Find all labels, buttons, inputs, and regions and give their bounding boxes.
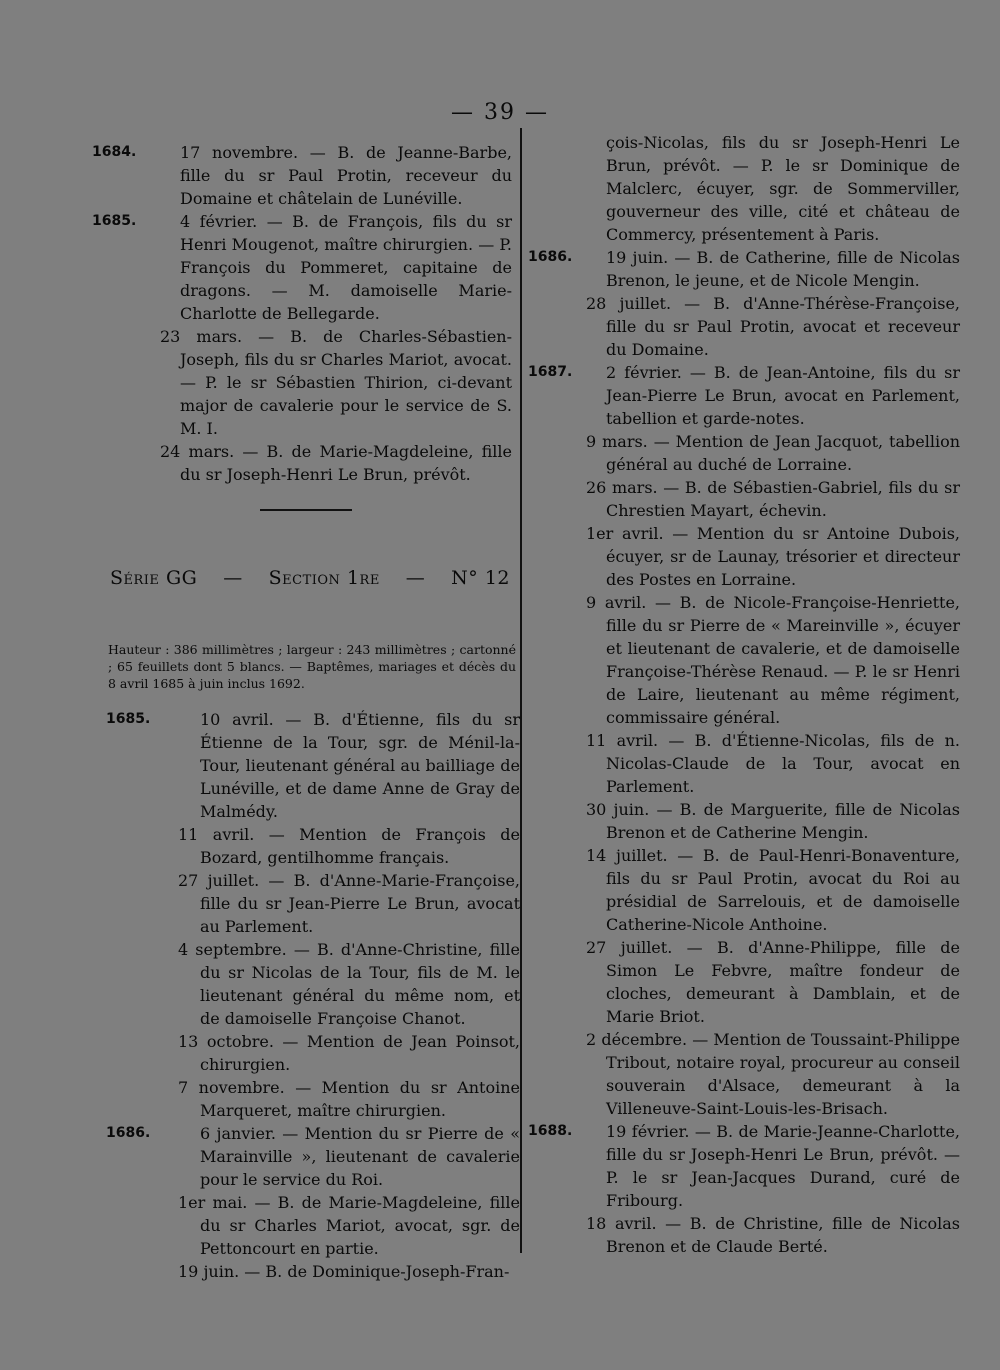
entry-text: 11 avril. — B. d'Étienne-Nicolas, fils de n. Nicolas-Claude de la Tour, avocat en Parlement.	[586, 731, 960, 796]
entry-text: 1er avril. — Mention du sr Antoine Dubois, écuyer, sr de Launay, trésorier et directeur des Postes en Lorraine.	[586, 524, 960, 589]
entry-text: 27 juillet. — B. d'Anne-Marie-Françoise, fille du sr Jean-Pierre Le Brun, avocat au Parlement.	[178, 871, 520, 936]
entry-text: 4 février. — B. de François, fils du sr Henri Mougenot, maître chirurgien. — P. François du Pommeret, capitaine de dragons. — M. damoiselle Marie-Charlotte de Bellegarde.	[180, 212, 512, 323]
series-description: Hauteur : 386 millimètres ; largeur : 243 millimètres ; cartonné ; 65 feuillets dont 5 blancs. — Baptêmes, mariages et décès du 8 avril 1685 à juin inclus 1692.	[108, 641, 516, 691]
entry-text: 14 juillet. — B. de Paul-Henri-Bonaventure, fils du sr Paul Protin, avocat du Roi au présidial de Sarrelouis, et de damoiselle Catherine-Nicole Anthoine.	[586, 846, 960, 934]
register-entry	[106, 1260, 520, 1283]
entry-year: 1685.	[106, 711, 151, 727]
register-entry	[106, 1191, 520, 1260]
register-entry	[528, 798, 960, 844]
entry-year: 1686.	[528, 249, 573, 265]
register-entry	[528, 1028, 960, 1120]
left-column-top	[92, 141, 512, 486]
register-entry	[528, 844, 960, 936]
entry-text: 17 novembre. — B. de Jeanne-Barbe, fille du sr Paul Protin, receveur du Domaine et châtelain de Lunéville.	[180, 143, 512, 208]
register-entry	[92, 210, 512, 325]
entry-year: 1684.	[92, 144, 137, 160]
register-entry	[106, 823, 520, 869]
entry-text: 26 mars. — B. de Sébastien-Gabriel, fils du sr Chrestien Mayart, échevin.	[586, 478, 960, 520]
entry-year: 1686.	[106, 1125, 151, 1141]
entry-text: 11 avril. — Mention de François de Bozard, gentilhomme français.	[178, 825, 520, 867]
series-heading	[110, 567, 510, 589]
entry-text: 18 avril. — B. de Christine, fille de Nicolas Brenon et de Claude Berté.	[586, 1214, 960, 1256]
section-label: Section 1re	[268, 567, 380, 589]
register-entry	[528, 430, 960, 476]
entry-text: 9 avril. — B. de Nicole-Françoise-Henriette, fille du sr Pierre de « Mareinville », écuyer et lieutenant de cavalerie, et de damoiselle Françoise-Thérèse Renaud. — P. le sr Henri de Laire, lieutenant au même régiment, commissaire général.	[586, 593, 960, 727]
number-label: N° 12	[451, 567, 510, 589]
register-entry	[92, 325, 512, 440]
entry-text: 7 novembre. — Mention du sr Antoine Marqueret, maître chirurgien.	[178, 1078, 520, 1120]
entry-text: 19 juin. — B. de Dominique-Joseph-Fran-	[178, 1262, 510, 1281]
entry-text: 2 février. — B. de Jean-Antoine, fils du sr Jean-Pierre Le Brun, avocat en Parlement, tabellion et garde-notes.	[606, 363, 960, 428]
series-dash: —	[405, 567, 426, 589]
register-entry	[92, 141, 512, 210]
entry-text: 1er mai. — B. de Marie-Magdeleine, fille du sr Charles Mariot, avocat, sgr. de Pettoncourt en partie.	[178, 1193, 520, 1258]
register-entry	[528, 591, 960, 729]
series-label: Série GG	[110, 567, 198, 589]
register-entry	[528, 1212, 960, 1258]
register-entry	[106, 938, 520, 1030]
entry-text: çois-Nicolas, fils du sr Joseph-Henri Le Brun, prévôt. — P. le sr Dominique de Malclerc, écuyer, sgr. de Sommerviller, gouverneur des ville, cité et château de Commercy, présentement à Paris.	[606, 133, 960, 244]
register-entry	[528, 729, 960, 798]
entry-text: 2 décembre. — Mention de Toussaint-Philippe Tribout, notaire royal, procureur au conseil souverain d'Alsace, demeurant à la Villeneuve-Saint-Louis-les-Brisach.	[586, 1030, 960, 1118]
register-entry	[528, 292, 960, 361]
entry-text: 24 mars. — B. de Marie-Magdeleine, fille du sr Joseph-Henri Le Brun, prévôt.	[160, 442, 512, 484]
register-entry	[106, 1076, 520, 1122]
entry-text: 30 juin. — B. de Marguerite, fille de Nicolas Brenon et de Catherine Mengin.	[586, 800, 960, 842]
entry-text: 27 juillet. — B. d'Anne-Philippe, fille de Simon Le Febvre, maître fondeur de cloches, demeurant à Damblain, et de Marie Briot.	[586, 938, 960, 1026]
entry-text: 9 mars. — Mention de Jean Jacquot, tabellion général au duché de Lorraine.	[586, 432, 960, 474]
register-entry	[528, 476, 960, 522]
entry-year: 1688.	[528, 1123, 573, 1139]
register-entry	[106, 1122, 520, 1191]
register-entry	[106, 869, 520, 938]
register-entry	[528, 936, 960, 1028]
register-entry	[106, 708, 520, 823]
section-divider	[260, 509, 352, 511]
entry-text: 19 février. — B. de Marie-Jeanne-Charlotte, fille du sr Joseph-Henri Le Brun, prévôt. — P. le sr Jean-Jacques Durand, curé de Fribourg.	[606, 1122, 960, 1210]
entry-year: 1685.	[92, 213, 137, 229]
entry-text: 23 mars. — B. de Charles-Sébastien-Joseph, fils du sr Charles Mariot, avocat. — P. le sr Sébastien Thirion, ci-devant major de cavalerie pour le service de S. M. I.	[160, 327, 512, 438]
right-column	[528, 131, 960, 1258]
register-entry	[528, 361, 960, 430]
series-dash: —	[223, 567, 243, 589]
register-entry	[106, 1030, 520, 1076]
entry-text: 4 septembre. — B. d'Anne-Christine, fille du sr Nicolas de la Tour, fils de M. le lieutenant général du même nom, et de damoiselle Françoise Chanot.	[178, 940, 520, 1028]
register-entry	[528, 131, 960, 246]
entry-text: 6 janvier. — Mention du sr Pierre de « Marainville », lieutenant de cavalerie pour le service du Roi.	[200, 1124, 520, 1189]
entry-text: 10 avril. — B. d'Étienne, fils du sr Étienne de la Tour, sgr. de Ménil-la-Tour, lieutenant général au bailliage de Lunéville, et de dame Anne de Gray de Malmédy.	[200, 710, 520, 821]
page-number: — 39 —	[451, 100, 549, 125]
entry-text: 13 octobre. — Mention de Jean Poinsot, chirurgien.	[178, 1032, 520, 1074]
register-entry	[528, 246, 960, 292]
register-entry	[528, 522, 960, 591]
entry-text: 19 juin. — B. de Catherine, fille de Nicolas Brenon, le jeune, et de Nicole Mengin.	[606, 248, 960, 290]
register-entry	[528, 1120, 960, 1212]
column-rule	[520, 128, 522, 1253]
left-column-bottom	[106, 708, 520, 1283]
entry-year: 1687.	[528, 364, 573, 380]
register-entry	[92, 440, 512, 486]
entry-text: 28 juillet. — B. d'Anne-Thérèse-Françoise, fille du sr Paul Protin, avocat et receveur du Domaine.	[586, 294, 960, 359]
